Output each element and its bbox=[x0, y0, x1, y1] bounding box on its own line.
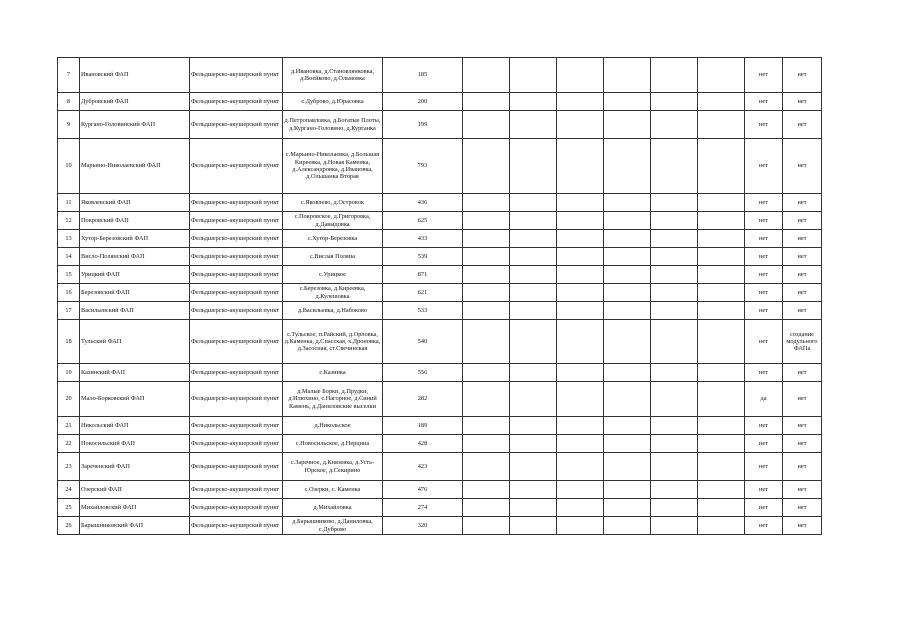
population-cell: 533 bbox=[383, 302, 463, 320]
settlements-cell: с.Покровское, д.Григоровка, д.Давыдовка bbox=[283, 212, 383, 230]
note-cell: нет bbox=[783, 499, 822, 517]
flag-cell: нет bbox=[745, 284, 783, 302]
population-cell: 476 bbox=[383, 481, 463, 499]
empty-cell bbox=[463, 230, 510, 248]
flag-cell: нет bbox=[745, 58, 783, 93]
empty-cell bbox=[698, 302, 745, 320]
empty-cell bbox=[463, 284, 510, 302]
empty-cell bbox=[651, 302, 698, 320]
empty-cell bbox=[651, 435, 698, 453]
note-cell: нет bbox=[783, 302, 822, 320]
facility-type-cell: Фельдшерско-акушерский пункт bbox=[190, 230, 283, 248]
population-cell: 282 bbox=[383, 382, 463, 417]
empty-cell bbox=[510, 93, 557, 111]
empty-cell bbox=[698, 230, 745, 248]
empty-cell bbox=[604, 382, 651, 417]
empty-cell bbox=[651, 453, 698, 481]
note-cell: нет bbox=[783, 364, 822, 382]
facility-type-cell: Фельдшерско-акушерский пункт bbox=[190, 194, 283, 212]
table-row bbox=[58, 139, 822, 194]
population-cell: 540 bbox=[383, 320, 463, 364]
empty-cell bbox=[510, 517, 557, 535]
note-cell: нет bbox=[783, 382, 822, 417]
flag-cell: нет bbox=[745, 364, 783, 382]
empty-cell bbox=[557, 364, 604, 382]
empty-cell bbox=[604, 453, 651, 481]
settlements-cell: д.Ивановка, д.Становлянковка, д.Воейково, д.Ольмовка bbox=[283, 58, 383, 93]
fap-name-cell: Березовский ФАП bbox=[80, 284, 190, 302]
row-number-cell: 22 bbox=[58, 435, 80, 453]
flag-cell: нет bbox=[745, 266, 783, 284]
table-row bbox=[58, 93, 822, 111]
note-cell: нет bbox=[783, 517, 822, 535]
fap-name-cell: Кургано-Головинский ФАП bbox=[80, 111, 190, 139]
empty-cell bbox=[557, 212, 604, 230]
fap-name-cell: Ивановский ФАП bbox=[80, 58, 190, 93]
empty-cell bbox=[604, 364, 651, 382]
settlements-cell: д.Михайловка bbox=[283, 499, 383, 517]
empty-cell bbox=[510, 194, 557, 212]
empty-cell bbox=[463, 364, 510, 382]
row-number-cell: 13 bbox=[58, 230, 80, 248]
population-cell: 274 bbox=[383, 499, 463, 517]
empty-cell bbox=[651, 111, 698, 139]
note-cell: нет bbox=[783, 481, 822, 499]
fap-name-cell: Урицкий ФАП bbox=[80, 266, 190, 284]
empty-cell bbox=[510, 364, 557, 382]
flag-cell: нет bbox=[745, 417, 783, 435]
settlements-cell: д.Васильевка, д.Набоково bbox=[283, 302, 383, 320]
facility-type-cell: Фельдшерско-акушерский пункт bbox=[190, 266, 283, 284]
fap-name-cell: Висло-Полянский ФАП bbox=[80, 248, 190, 266]
empty-cell bbox=[698, 212, 745, 230]
settlements-cell: с.Марьино-Николаевка, д.Большая Киреевка, д.Новая Каменка, д.Александровка, д.Ивановка, д.Ольшанка Вторая bbox=[283, 139, 383, 194]
table-row bbox=[58, 435, 822, 453]
settlements-cell: с.Казинка bbox=[283, 364, 383, 382]
facility-type-cell: Фельдшерско-акушерский пункт bbox=[190, 284, 283, 302]
fap-name-cell: Дубровский ФАП bbox=[80, 93, 190, 111]
empty-cell bbox=[651, 382, 698, 417]
row-number-cell: 20 bbox=[58, 382, 80, 417]
empty-cell bbox=[557, 435, 604, 453]
empty-cell bbox=[463, 453, 510, 481]
empty-cell bbox=[604, 194, 651, 212]
facility-type-cell: Фельдшерско-акушерский пункт bbox=[190, 58, 283, 93]
note-cell: нет bbox=[783, 453, 822, 481]
empty-cell bbox=[557, 111, 604, 139]
empty-cell bbox=[604, 284, 651, 302]
empty-cell bbox=[463, 517, 510, 535]
settlements-cell: с.Березовка, д.Киреевка, д.Кулешовка bbox=[283, 284, 383, 302]
empty-cell bbox=[698, 93, 745, 111]
empty-cell bbox=[557, 320, 604, 364]
row-number-cell: 12 bbox=[58, 212, 80, 230]
row-number-cell: 10 bbox=[58, 139, 80, 194]
population-cell: 793 bbox=[383, 139, 463, 194]
table-row bbox=[58, 212, 822, 230]
empty-cell bbox=[651, 499, 698, 517]
fap-name-cell: Никольский ФАП bbox=[80, 417, 190, 435]
empty-cell bbox=[463, 93, 510, 111]
row-number-cell: 15 bbox=[58, 266, 80, 284]
empty-cell bbox=[698, 284, 745, 302]
population-cell: 185 bbox=[383, 58, 463, 93]
table-row bbox=[58, 382, 822, 417]
flag-cell: да bbox=[745, 382, 783, 417]
settlements-cell: д.Барышниково, д.Даниловка, с.Дуброво bbox=[283, 517, 383, 535]
population-cell: 625 bbox=[383, 212, 463, 230]
table-row bbox=[58, 499, 822, 517]
empty-cell bbox=[698, 248, 745, 266]
empty-cell bbox=[604, 302, 651, 320]
empty-cell bbox=[698, 58, 745, 93]
empty-cell bbox=[651, 481, 698, 499]
empty-cell bbox=[698, 481, 745, 499]
empty-cell bbox=[698, 111, 745, 139]
empty-cell bbox=[557, 499, 604, 517]
empty-cell bbox=[510, 382, 557, 417]
settlements-cell: с.Хутор-Березовка bbox=[283, 230, 383, 248]
row-number-cell: 24 bbox=[58, 481, 80, 499]
empty-cell bbox=[510, 453, 557, 481]
population-cell: 200 bbox=[383, 93, 463, 111]
empty-cell bbox=[557, 93, 604, 111]
empty-cell bbox=[651, 93, 698, 111]
population-cell: 436 bbox=[383, 194, 463, 212]
empty-cell bbox=[557, 382, 604, 417]
row-number-cell: 9 bbox=[58, 111, 80, 139]
fap-name-cell: Казинский ФАП bbox=[80, 364, 190, 382]
fap-name-cell: Озерский ФАП bbox=[80, 481, 190, 499]
empty-cell bbox=[463, 382, 510, 417]
flag-cell: нет bbox=[745, 499, 783, 517]
population-cell: 320 bbox=[383, 517, 463, 535]
facility-type-cell: Фельдшерско-акушерский пункт bbox=[190, 364, 283, 382]
table-row bbox=[58, 364, 822, 382]
empty-cell bbox=[463, 212, 510, 230]
settlements-cell: с.Урицкое bbox=[283, 266, 383, 284]
table-row bbox=[58, 230, 822, 248]
settlements-cell: с.Тульское, п.Райский, д.Орловка, д.Каменка, д.Спасская, х.Дроновка, д.Засосная, ст.Свечинская bbox=[283, 320, 383, 364]
note-cell: нет bbox=[783, 248, 822, 266]
empty-cell bbox=[698, 435, 745, 453]
fap-table bbox=[57, 57, 822, 535]
facility-type-cell: Фельдшерско-акушерский пункт bbox=[190, 481, 283, 499]
fap-name-cell: Покровский ФАП bbox=[80, 212, 190, 230]
row-number-cell: 21 bbox=[58, 417, 80, 435]
fap-name-cell: Васильевский ФАП bbox=[80, 302, 190, 320]
facility-type-cell: Фельдшерско-акушерский пункт bbox=[190, 499, 283, 517]
row-number-cell: 11 bbox=[58, 194, 80, 212]
empty-cell bbox=[557, 266, 604, 284]
empty-cell bbox=[510, 212, 557, 230]
empty-cell bbox=[463, 248, 510, 266]
population-cell: 189 bbox=[383, 417, 463, 435]
row-number-cell: 23 bbox=[58, 453, 80, 481]
empty-cell bbox=[651, 364, 698, 382]
fap-name-cell: Зареченский ФАП bbox=[80, 453, 190, 481]
empty-cell bbox=[463, 481, 510, 499]
empty-cell bbox=[651, 417, 698, 435]
empty-cell bbox=[557, 194, 604, 212]
empty-cell bbox=[510, 266, 557, 284]
row-number-cell: 16 bbox=[58, 284, 80, 302]
empty-cell bbox=[463, 320, 510, 364]
population-cell: 423 bbox=[383, 453, 463, 481]
settlements-cell: с.Новосильское, д.Нерцина bbox=[283, 435, 383, 453]
facility-type-cell: Фельдшерско-акушерский пункт bbox=[190, 382, 283, 417]
empty-cell bbox=[604, 517, 651, 535]
settlements-cell: д.Никольское bbox=[283, 417, 383, 435]
empty-cell bbox=[698, 453, 745, 481]
empty-cell bbox=[698, 364, 745, 382]
flag-cell: нет bbox=[745, 517, 783, 535]
empty-cell bbox=[698, 382, 745, 417]
empty-cell bbox=[604, 499, 651, 517]
note-cell: нет bbox=[783, 284, 822, 302]
table-row bbox=[58, 320, 822, 364]
facility-type-cell: Фельдшерско-акушерский пункт bbox=[190, 302, 283, 320]
empty-cell bbox=[698, 266, 745, 284]
table-row bbox=[58, 453, 822, 481]
note-cell: нет bbox=[783, 435, 822, 453]
flag-cell: нет bbox=[745, 230, 783, 248]
table-row bbox=[58, 481, 822, 499]
population-cell: 428 bbox=[383, 435, 463, 453]
empty-cell bbox=[557, 417, 604, 435]
empty-cell bbox=[604, 266, 651, 284]
empty-cell bbox=[604, 212, 651, 230]
fap-name-cell: Михайловский ФАП bbox=[80, 499, 190, 517]
empty-cell bbox=[651, 230, 698, 248]
settlements-cell: с.Яковлево, д.Островок bbox=[283, 194, 383, 212]
note-cell: нет bbox=[783, 417, 822, 435]
flag-cell: нет bbox=[745, 248, 783, 266]
empty-cell bbox=[698, 517, 745, 535]
settlements-cell: с.Озерки, с. Каменка bbox=[283, 481, 383, 499]
flag-cell: нет bbox=[745, 212, 783, 230]
empty-cell bbox=[698, 320, 745, 364]
flag-cell: нет bbox=[745, 453, 783, 481]
empty-cell bbox=[651, 266, 698, 284]
table-row bbox=[58, 302, 822, 320]
empty-cell bbox=[510, 248, 557, 266]
note-cell: нет bbox=[783, 139, 822, 194]
fap-name-cell: Барышниковский ФАП bbox=[80, 517, 190, 535]
empty-cell bbox=[651, 212, 698, 230]
flag-cell: нет bbox=[745, 93, 783, 111]
population-cell: 621 bbox=[383, 284, 463, 302]
empty-cell bbox=[557, 481, 604, 499]
note-cell: нет bbox=[783, 230, 822, 248]
empty-cell bbox=[557, 302, 604, 320]
empty-cell bbox=[604, 58, 651, 93]
row-number-cell: 18 bbox=[58, 320, 80, 364]
empty-cell bbox=[604, 417, 651, 435]
empty-cell bbox=[510, 284, 557, 302]
empty-cell bbox=[651, 139, 698, 194]
empty-cell bbox=[510, 302, 557, 320]
empty-cell bbox=[463, 111, 510, 139]
empty-cell bbox=[463, 417, 510, 435]
empty-cell bbox=[604, 435, 651, 453]
table-row bbox=[58, 284, 822, 302]
empty-cell bbox=[651, 284, 698, 302]
facility-type-cell: Фельдшерско-акушерский пункт bbox=[190, 435, 283, 453]
facility-type-cell: Фельдшерско-акушерский пункт bbox=[190, 417, 283, 435]
empty-cell bbox=[510, 435, 557, 453]
fap-name-cell: Новосильский ФАП bbox=[80, 435, 190, 453]
flag-cell: нет bbox=[745, 302, 783, 320]
settlements-cell: с.Вислая Поляна bbox=[283, 248, 383, 266]
empty-cell bbox=[510, 111, 557, 139]
settlements-cell: д.Малые Борки, д.Прудки, д.Илюхино, с.Нагорное, д.Синий Камень, д.Даниловские выселки bbox=[283, 382, 383, 417]
empty-cell bbox=[557, 248, 604, 266]
settlements-cell: с.Заречное, д.Князевка, д.Усть-Юрское, д.Секирино bbox=[283, 453, 383, 481]
row-number-cell: 14 bbox=[58, 248, 80, 266]
row-number-cell: 17 bbox=[58, 302, 80, 320]
facility-type-cell: Фельдшерско-акушерский пункт bbox=[190, 453, 283, 481]
empty-cell bbox=[510, 499, 557, 517]
note-cell: нет bbox=[783, 266, 822, 284]
empty-cell bbox=[651, 248, 698, 266]
note-cell: нет bbox=[783, 212, 822, 230]
empty-cell bbox=[557, 284, 604, 302]
table-row bbox=[58, 266, 822, 284]
table-row bbox=[58, 194, 822, 212]
facility-type-cell: Фельдшерско-акушерский пункт bbox=[190, 212, 283, 230]
flag-cell: нет bbox=[745, 139, 783, 194]
empty-cell bbox=[463, 58, 510, 93]
row-number-cell: 7 bbox=[58, 58, 80, 93]
table-row bbox=[58, 58, 822, 93]
note-cell: нет bbox=[783, 194, 822, 212]
empty-cell bbox=[604, 230, 651, 248]
empty-cell bbox=[651, 320, 698, 364]
population-cell: 433 bbox=[383, 230, 463, 248]
empty-cell bbox=[698, 194, 745, 212]
empty-cell bbox=[604, 111, 651, 139]
facility-type-cell: Фельдшерско-акушерский пункт bbox=[190, 111, 283, 139]
table-row bbox=[58, 248, 822, 266]
table-body bbox=[58, 58, 822, 535]
row-number-cell: 8 bbox=[58, 93, 80, 111]
empty-cell bbox=[651, 58, 698, 93]
empty-cell bbox=[698, 499, 745, 517]
population-cell: 871 bbox=[383, 266, 463, 284]
empty-cell bbox=[510, 320, 557, 364]
empty-cell bbox=[510, 230, 557, 248]
empty-cell bbox=[510, 139, 557, 194]
empty-cell bbox=[557, 453, 604, 481]
empty-cell bbox=[557, 139, 604, 194]
note-cell: создание модульного ФАПа bbox=[783, 320, 822, 364]
fap-name-cell: Марьино-Николаевский ФАП bbox=[80, 139, 190, 194]
table-row bbox=[58, 517, 822, 535]
empty-cell bbox=[604, 248, 651, 266]
population-cell: 556 bbox=[383, 364, 463, 382]
empty-cell bbox=[463, 266, 510, 284]
fap-name-cell: Тульский ФАП bbox=[80, 320, 190, 364]
row-number-cell: 19 bbox=[58, 364, 80, 382]
note-cell: нет bbox=[783, 58, 822, 93]
empty-cell bbox=[463, 435, 510, 453]
empty-cell bbox=[698, 139, 745, 194]
flag-cell: нет bbox=[745, 435, 783, 453]
fap-name-cell: Яковлевский ФАП bbox=[80, 194, 190, 212]
empty-cell bbox=[651, 517, 698, 535]
empty-cell bbox=[698, 417, 745, 435]
note-cell: нет bbox=[783, 93, 822, 111]
flag-cell: нет bbox=[745, 481, 783, 499]
facility-type-cell: Фельдшерско-акушерский пункт bbox=[190, 139, 283, 194]
empty-cell bbox=[604, 320, 651, 364]
empty-cell bbox=[463, 139, 510, 194]
empty-cell bbox=[510, 417, 557, 435]
empty-cell bbox=[557, 517, 604, 535]
empty-cell bbox=[557, 58, 604, 93]
empty-cell bbox=[604, 139, 651, 194]
facility-type-cell: Фельдшерско-акушерский пункт bbox=[190, 517, 283, 535]
flag-cell: нет bbox=[745, 111, 783, 139]
empty-cell bbox=[557, 230, 604, 248]
empty-cell bbox=[604, 93, 651, 111]
settlements-cell: с.Дуброво, д.Юрасовка bbox=[283, 93, 383, 111]
empty-cell bbox=[463, 194, 510, 212]
settlements-cell: д.Петропавловка, д.Богатые Плоты, д.Кургано-Головино, д.Курганка bbox=[283, 111, 383, 139]
row-number-cell: 25 bbox=[58, 499, 80, 517]
note-cell: нет bbox=[783, 111, 822, 139]
empty-cell bbox=[510, 481, 557, 499]
empty-cell bbox=[651, 194, 698, 212]
population-cell: 199 bbox=[383, 111, 463, 139]
fap-name-cell: Мало-Борковский ФАП bbox=[80, 382, 190, 417]
facility-type-cell: Фельдшерско-акушерский пункт bbox=[190, 93, 283, 111]
population-cell: 539 bbox=[383, 248, 463, 266]
row-number-cell: 26 bbox=[58, 517, 80, 535]
flag-cell: нет bbox=[745, 194, 783, 212]
facility-type-cell: Фельдшерско-акушерский пункт bbox=[190, 248, 283, 266]
empty-cell bbox=[463, 302, 510, 320]
empty-cell bbox=[510, 58, 557, 93]
table-row bbox=[58, 111, 822, 139]
empty-cell bbox=[463, 499, 510, 517]
empty-cell bbox=[604, 481, 651, 499]
fap-name-cell: Хутор-Березовский ФАП bbox=[80, 230, 190, 248]
facility-type-cell: Фельдшерско-акушерский пункт bbox=[190, 320, 283, 364]
table-row bbox=[58, 417, 822, 435]
flag-cell: нет bbox=[745, 320, 783, 364]
